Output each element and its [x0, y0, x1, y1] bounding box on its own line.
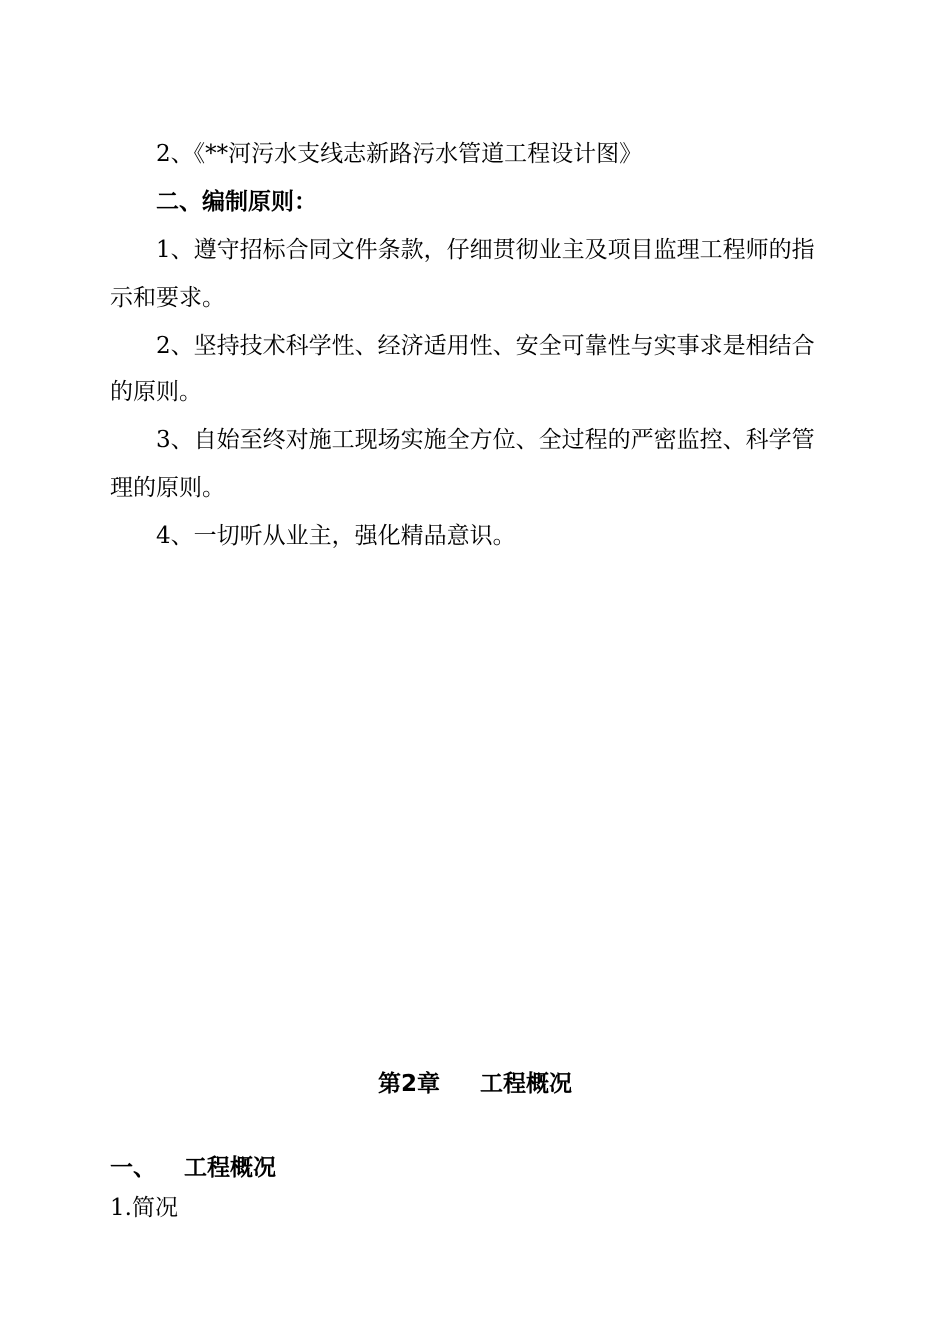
- subsection-brief: 1.简况: [110, 1195, 178, 1221]
- section-heading-overview: [110, 1152, 276, 1184]
- chapter-heading: [0, 1068, 950, 1100]
- section-number: 一、: [110, 1155, 156, 1181]
- chapter-title: 工程概况: [480, 1071, 572, 1097]
- section-title: 工程概况: [184, 1155, 276, 1181]
- principle-2-line-1: 2、坚持技术科学性、经济适用性、安全可靠性与实事求是相结合: [156, 333, 815, 359]
- principle-1-line-1: 1、遵守招标合同文件条款，仔细贯彻业主及项目监理工程师的指: [156, 237, 815, 263]
- chapter-number: 第2章: [377, 1071, 440, 1097]
- principle-2-line-2: 的原则。: [110, 379, 202, 405]
- principle-1-line-2: 示和要求。: [110, 285, 225, 311]
- principle-4-line-1: 4、一切听从业主，强化精品意识。: [156, 523, 516, 549]
- principle-3-line-2: 理的原则。: [110, 475, 225, 501]
- principle-3-line-1: 3、自始至终对施工现场实施全方位、全过程的严密监控、科学管: [156, 427, 815, 453]
- reference-item-2: 2、《**河污水支线志新路污水管道工程设计图》: [156, 141, 643, 167]
- section-heading-principles: 二、编制原则：: [156, 189, 317, 215]
